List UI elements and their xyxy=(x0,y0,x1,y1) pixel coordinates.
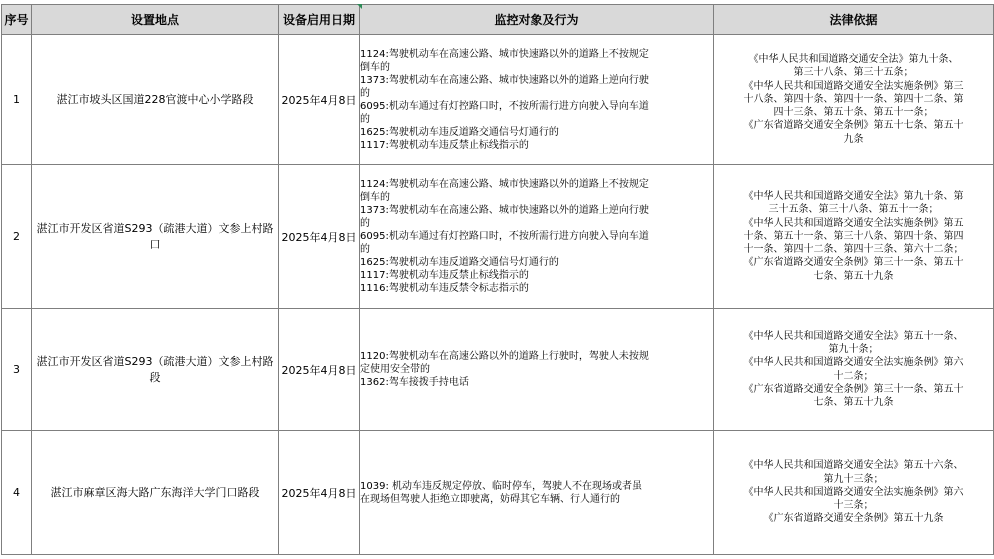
law-line: 《中华人民共和国道路交通安全法实施条例》第五 xyxy=(743,217,964,229)
law-line: 第三十八条、第三十五条； xyxy=(793,67,914,79)
law-line: 第九十三条； xyxy=(823,473,884,485)
table-row xyxy=(2,309,994,431)
law-line: 《中华人民共和国道路交通安全法》第五十六条、 xyxy=(743,460,964,472)
behavior-line: 倒车的 xyxy=(360,192,390,203)
behavior-line: 1117:驾驶机动车违反禁止标线指示的 xyxy=(360,270,529,281)
law-line: 十二条； xyxy=(833,370,874,382)
behavior-line: 1124:驾驶机动车在高速公路、城市快速路以外的道路上不按规定 xyxy=(360,48,649,60)
row-behavior xyxy=(360,431,714,555)
behavior-line: 6095:机动车通过有灯控路口时，不按所需行进方向驶入导向车道 xyxy=(360,100,649,112)
behavior-line: 1625:驾驶机动车违反道路交通信号灯通行的 xyxy=(360,257,559,268)
row-location: 湛江市开发区省道S293（疏港大道）文参上村路段 xyxy=(32,309,279,431)
behavior-line: 6095:机动车通过有灯控路口时，不按所需行进方向驶入导向车道 xyxy=(360,231,649,242)
table-row xyxy=(2,35,994,165)
law-line: 《中华人民共和国道路交通安全法》第五十一条、 xyxy=(743,330,964,342)
behavior-line: 1373:驾驶机动车在高速公路、城市快速路以外的道路上逆向行驶 xyxy=(360,74,649,86)
row-date: 2025年4月8日 xyxy=(279,431,360,555)
behavior-line: 1116:驾驶机动车违反禁令标志指示的 xyxy=(360,283,529,294)
row-law xyxy=(714,35,994,165)
row-date: 2025年4月8日 xyxy=(279,35,360,165)
behavior-line: 倒车的 xyxy=(360,61,390,73)
law-line: 四十三条、第五十条、第五十一条； xyxy=(773,107,934,119)
camera-locations-table xyxy=(1,4,994,555)
table-row xyxy=(2,431,994,555)
law-line: 《广东省道路交通安全条例》第三十一条、第五十 xyxy=(743,257,964,269)
comment-marker xyxy=(357,4,362,9)
row-index: 1 xyxy=(2,35,32,165)
law-line: 《广东省道路交通安全条例》第三十一条、第五十 xyxy=(743,383,964,395)
law-line: 《中华人民共和国道路交通安全法实施条例》第六 xyxy=(743,357,964,369)
row-location: 湛江市坡头区国道228官渡中心小学路段 xyxy=(32,35,279,165)
header-row xyxy=(2,5,994,35)
law-line: 第九十条； xyxy=(828,344,879,356)
row-behavior xyxy=(360,309,714,431)
header-law: 法律依据 xyxy=(714,5,994,35)
row-date: 2025年4月8日 xyxy=(279,309,360,431)
behavior-line: 的 xyxy=(360,218,370,229)
law-line: 七条、第五十九条 xyxy=(813,396,894,408)
behavior-line: 的 xyxy=(360,244,370,255)
header-index: 序号 xyxy=(2,5,32,35)
behavior-line: 1625:驾驶机动车违反道路交通信号灯通行的 xyxy=(360,126,559,138)
behavior-line: 1039: 机动车违反规定停放、临时停车，驾驶人不在现场或者虽 xyxy=(360,480,642,492)
header-behavior: 监控对象及行为 xyxy=(360,5,714,35)
law-line: 十八条、第四十条、第四十一条、第四十二条、第 xyxy=(743,93,964,105)
behavior-line: 1117:驾驶机动车违反禁止标线指示的 xyxy=(360,139,529,151)
behavior-line: 在现场但驾驶人拒绝立即驶离，妨碍其它车辆、行人通行的 xyxy=(360,493,620,505)
behavior-line: 1124:驾驶机动车在高速公路、城市快速路以外的道路上不按规定 xyxy=(360,179,649,190)
law-line: 七条、第五十九条 xyxy=(813,270,894,282)
row-behavior xyxy=(360,35,714,165)
law-line: 《中华人民共和国道路交通安全法》第九十条、第 xyxy=(743,191,964,203)
behavior-line: 1373:驾驶机动车在高速公路、城市快速路以外的道路上逆向行驶 xyxy=(360,205,649,216)
law-line: 十三条； xyxy=(833,500,874,512)
row-index: 2 xyxy=(2,165,32,309)
law-line: 《中华人民共和国道路交通安全法实施条例》第三 xyxy=(743,80,964,92)
law-line: 《中华人民共和国道路交通安全法》第九十条、 xyxy=(748,54,959,66)
table-row xyxy=(2,165,994,309)
row-index: 3 xyxy=(2,309,32,431)
law-line: 九条 xyxy=(843,133,864,145)
row-date: 2025年4月8日 xyxy=(279,165,360,309)
law-line: 《广东省道路交通安全条例》第五十九条 xyxy=(763,513,944,525)
behavior-line: 的 xyxy=(360,113,370,125)
row-law xyxy=(714,309,994,431)
header-location: 设置地点 xyxy=(32,5,279,35)
row-index: 4 xyxy=(2,431,32,555)
law-line: 十条、第五十一条、第三十八条、第四十条、第四 xyxy=(743,230,964,242)
law-line: 三十五条、第三十八条、第五十一条； xyxy=(768,204,939,216)
law-line: 《中华人民共和国道路交通安全法实施条例》第六 xyxy=(743,486,964,498)
behavior-line: 的 xyxy=(360,87,370,99)
row-law xyxy=(714,165,994,309)
row-law xyxy=(714,431,994,555)
row-behavior xyxy=(360,165,714,309)
law-line: 《广东省道路交通安全条例》第五十七条、第五十 xyxy=(743,120,964,132)
law-line: 十一条、第四十二条、第四十三条、第六十二条； xyxy=(743,244,964,256)
behavior-line: 1120:驾驶机动车在高速公路以外的道路上行驶时，驾驶人未按规 xyxy=(360,351,649,362)
behavior-line: 定使用安全带的 xyxy=(360,364,430,375)
row-location: 湛江市开发区省道S293（疏港大道）文参上村路口 xyxy=(32,165,279,309)
row-location: 湛江市麻章区海大路广东海洋大学门口路段 xyxy=(32,431,279,555)
header-date: 设备启用日期 xyxy=(279,5,360,35)
behavior-line: 1362:驾车接拨手持电话 xyxy=(360,377,469,388)
